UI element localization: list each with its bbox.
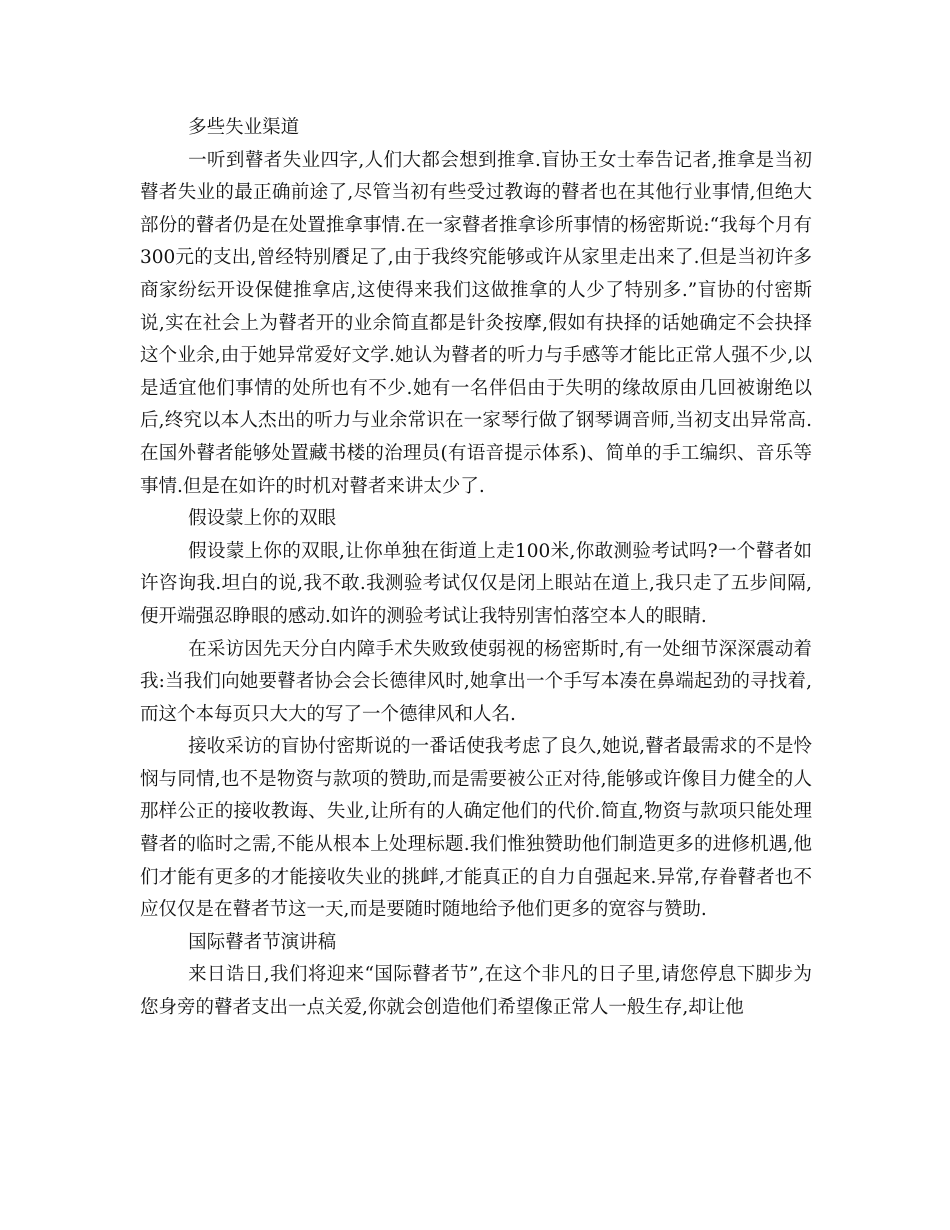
section-employment-channels	[140, 112, 812, 503]
section-blindfold	[140, 503, 812, 927]
body-paragraph: 假设蒙上你的双眼,让你单独在街道上走100米,你敢测验考试吗?一个瞽者如许咨询我.坦白的说,我不敢.我测验考试仅仅是闭上眼站在道上,我只走了五步间隔,便开端强忍睁眼的感动.如许的测验考试让我特别害怕落空本人的眼睛.	[140, 540, 812, 627]
section-heading: 假设蒙上你的双眼	[188, 508, 337, 530]
section-speech	[140, 927, 812, 1025]
body-paragraph: 一听到瞽者失业四字,人们大都会想到推拿.盲协王女士奉告记者,推拿是当初瞽者失业的最正确前途了,尽管当初有些受过教诲的瞽者也在其他行业事情,但绝大部份的瞽者仍是在处置推拿事情.在一家瞽者推拿诊所事情的杨密斯说:“我每个月有300元的支出,曾经特别餍足了,由于我终究能够或许从家里走出来了.但是当初许多商家纷纭开设保健推拿店,这使得来我们这做推拿的人少了特别多.”盲协的付密斯说,实在社会上为瞽者开的业余简直都是针灸按摩,假如有抉择的话她确定不会抉择这个业余,由于她异常爱好文学.她认为瞽者的听力与手感等才能比正常人强不少,以是适宜他们事情的处所也有不少.她有一名伴侣由于失明的缘故原由几回被谢绝以后,终究以本人杰出的听力与业余常识在一家琴行做了钢琴调音师,当初支出异常高.在国外瞽者能够处置藏书楼的治理员(有语音提示体系)、简单的手工编织、音乐等事情.但是在如许的时机对瞽者来讲太少了.	[140, 149, 812, 497]
body-paragraph: 接收采访的盲协付密斯说的一番话使我考虑了良久,她说,瞽者最需求的不是怜悯与同情,也不是物资与款项的赞助,而是需要被公正对待,能够或许像目力健全的人那样公正的接收教诲、失业,让所有的人确定他们的代价.简直,物资与款项只能处理瞽者的临时之需,不能从根本上处理标题.我们惟独赞助他们制造更多的进修机遇,他们才能有更多的才能接收失业的挑衅,才能真正的自力自强起来.异常,存眷瞽者也不应仅仅是在瞽者节这一天,而是要随时随地给予他们更多的宽容与赞助.	[140, 736, 812, 921]
document-page	[140, 112, 812, 1025]
section-heading: 国际瞽者节演讲稿	[188, 931, 337, 953]
body-paragraph: 在采访因先天分白内障手术失败致使弱视的杨密斯时,有一处细节深深震动着我:当我们向她要瞽者协会会长德律风时,她拿出一个手写本凑在鼻端起劲的寻找着,而这个本每页只大大的写了一个德律风和人名.	[140, 638, 812, 725]
section-heading: 多些失业渠道	[188, 117, 300, 138]
body-paragraph: 来日诰日,我们将迎来“国际瞽者节”,在这个非凡的日子里,请您停息下脚步为您身旁的瞽者支出一点关爱,你就会创造他们希望像正常人一般生存,却让他	[140, 964, 812, 1019]
